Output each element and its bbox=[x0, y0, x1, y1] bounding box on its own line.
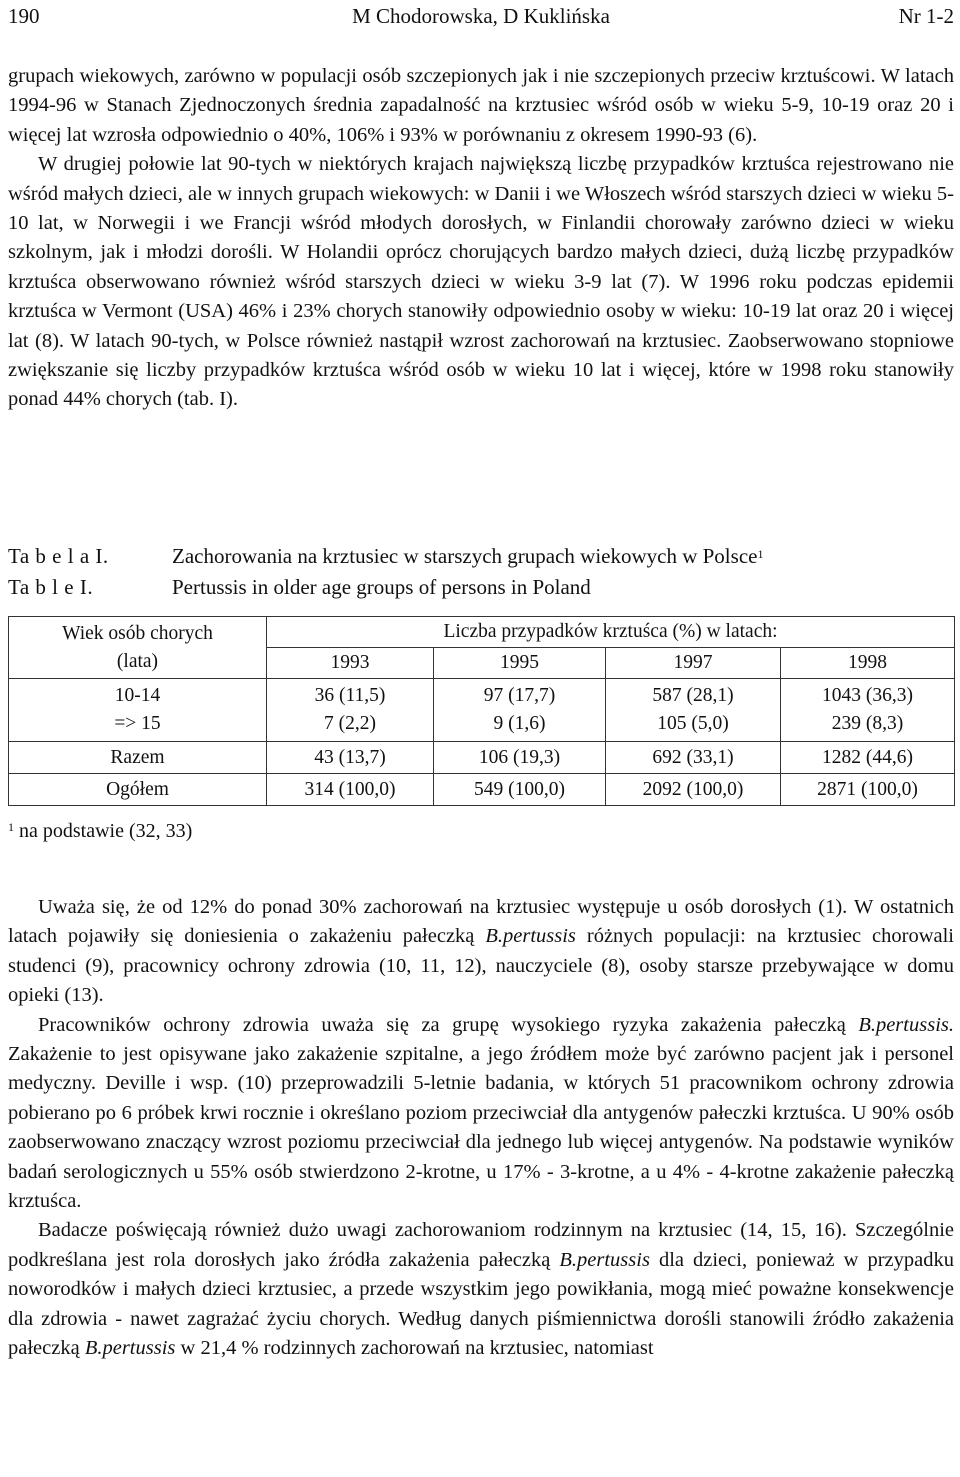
value: 9 (1,6) bbox=[493, 713, 546, 734]
table-label: Ta b e l a I. bbox=[8, 544, 109, 568]
value: 105 (5,0) bbox=[657, 713, 729, 734]
body-text-top bbox=[8, 62, 954, 415]
table-title: Pertussis in older age groups of persons in Poland bbox=[172, 575, 591, 599]
issue-number: Nr 1-2 bbox=[898, 4, 954, 28]
table-cell: 2871 (100,0) bbox=[781, 774, 955, 806]
table-footnote bbox=[8, 818, 192, 844]
text-run: Badacze poświęcają również dużo uwagi zachorowaniom rodzinnym na krztusiec (14, 15, 16). Szczególnie podkreślana jest rola dorosłych jako źródła zakażenia pałeczką bbox=[8, 1219, 954, 1271]
paragraph: grupach wiekowych, zarówno w populacji osób szczepionych jak i nie szczepionych przeciw krztuścowi. W latach 1994-96 w Stanach Zjednoczonych średnia zapadalność na krztusiec wśród osób w wieku 5-9, 10-19 oraz 20 i więcej lat wzrosła odpowiednio o 40%, 106% i 93% w porównaniu z okresem 1990-93 (6). bbox=[8, 65, 954, 146]
year-header: 1997 bbox=[606, 648, 781, 679]
data-table bbox=[8, 616, 955, 806]
table-cell: 1282 (44,6) bbox=[781, 742, 955, 774]
species-name: B.pertussis bbox=[559, 1248, 650, 1271]
table-label: Ta b l e I. bbox=[8, 575, 94, 599]
text-run: Zakażenie to jest opisywane jako zakażenie szpitalne, a jego źródłem może być zarówno pacjent jak i personel medyczny. Deville i wsp. (10) przeprowadzili 5-letnie badania, w których 51 pracownikom ochrony zdrowia pobierano po 6 próbek krwi rocznie i określano poziom przeciwciał dla antygenów pałeczki krztuśca. U 90% osób zaobserwowano znaczący wzrost poziomu przeciwciał dla jednego lub więcej antygenów. Na podstawie wyników badań serologicznych u 55% osób stwierdzono 2-krotne, u 17% - 3-krotne, a u 4% - 4-krotne zakażenie pałeczką krztuśca. bbox=[8, 1043, 954, 1213]
row-label: Ogółem bbox=[9, 774, 267, 806]
table-cell: 43 (13,7) bbox=[267, 742, 434, 774]
age-group-cell bbox=[9, 679, 267, 742]
species-name: B.pertussis bbox=[84, 1337, 176, 1360]
footnote-text: na podstawie (32, 33) bbox=[19, 820, 193, 842]
table-cell: 2092 (100,0) bbox=[606, 774, 781, 806]
table-cell: 106 (19,3) bbox=[434, 742, 606, 774]
table-cell: 692 (33,1) bbox=[606, 742, 781, 774]
text-run: różnych populacji: na krztusiec chorowali studenci (9), pracownicy ochrony zdrowia (10, 11, 12), nauczyciele (8), osoby starsze przebywające w domu opieki (13). bbox=[8, 925, 954, 1007]
species-name: B.pertussis bbox=[485, 925, 576, 948]
text-run: w 21,4 % rodzinnych zachorowań na krztusiec, natomiast bbox=[175, 1337, 654, 1360]
value: 7 (2,2) bbox=[324, 713, 376, 734]
table-caption-english bbox=[8, 574, 591, 601]
age-column-header bbox=[9, 617, 267, 679]
table-caption-polish bbox=[8, 543, 763, 570]
row-label: Razem bbox=[9, 742, 267, 774]
table-title: Zachorowania na krztusiec w starszych grupach wiekowych w Polsce bbox=[172, 544, 758, 568]
page-header bbox=[8, 2, 954, 30]
table-cell: 549 (100,0) bbox=[434, 774, 606, 806]
table-cell bbox=[434, 679, 606, 742]
year-header: 1998 bbox=[781, 648, 955, 679]
age-header-line1: Wiek osób chorych bbox=[62, 622, 213, 644]
footnote-marker: 1 bbox=[757, 547, 764, 561]
paragraph bbox=[8, 893, 954, 1011]
page-number: 190 bbox=[8, 4, 40, 28]
value: 239 (8,3) bbox=[831, 713, 904, 734]
cases-group-header: Liczba przypadków krztuśca (%) w latach: bbox=[267, 617, 955, 648]
value: 97 (17,7) bbox=[483, 685, 556, 706]
age-header-line2: (lata) bbox=[116, 650, 159, 672]
paragraph bbox=[8, 1216, 954, 1363]
paragraph bbox=[8, 1011, 954, 1217]
table-cell bbox=[606, 679, 781, 742]
species-name: B.pertussis. bbox=[858, 1013, 954, 1036]
paragraph: W drugiej połowie lat 90-tych w niektórych krajach największą liczbę przypadków krztuśca rejestrowano nie wśród małych dzieci, ale w innych grupach wiekowych: w Danii i we Włoszech wśród starszych dzieci w wieku 5-10 lat, w Norwegii i we Francji wśród młodych dorosłych, w Finlandii chorowały zarówno dzieci w wieku szkolnym, jak i młodzi dorośli. W Holandii oprócz chorujących bardzo małych dzieci, dużą liczbę przypadków krztuśca obserwowano również wśród starszych dzieci w wieku 3-9 lat (7). W 1996 roku podczas epidemii krztuśca w Vermont (USA) 46% i 23% chorych stanowiły odpowiednio osoby w wieku: 10-19 lat oraz 20 i więcej lat (8). W latach 90-tych, w Polsce również nastąpił wzrost zachorowań na krztusiec. Zaobserwowano stopniowe zwiększanie się liczby przypadków krztuśca wśród osób w wieku 10 lat i więcej, które w 1998 roku stanowiły ponad 44% chorych (tab. I). bbox=[8, 153, 954, 411]
table-cell bbox=[781, 679, 955, 742]
text-run: Uważa się, że od 12% do ponad 30% zachorowań na krztusiec występuje u osób dorosłych (1). W ostatnich latach pojawiły się doniesienia o zakażeniu pałeczką bbox=[8, 896, 954, 948]
footnote-marker: 1 bbox=[8, 820, 14, 834]
value: 1043 (36,3) bbox=[822, 685, 913, 706]
text-run: Pracowników ochrony zdrowia uważa się za grupę wysokiego ryzyka zakażenia pałeczką bbox=[38, 1013, 859, 1036]
value: 36 (11,5) bbox=[314, 685, 386, 706]
year-header: 1993 bbox=[267, 648, 434, 679]
table-cell: 314 (100,0) bbox=[267, 774, 434, 806]
text-run: dla dzieci, ponieważ w przypadku noworodków i małych dzieci krztusiec, a przede wszystkim jego powikłania, mogą mieć poważne konsekwencje dla zdrowia - nawet zagrażać życiu chorych. Według danych piśmiennictwa dorośli stanowili źródło zakażenia pałeczką bbox=[8, 1248, 955, 1360]
body-text-bottom bbox=[8, 893, 954, 1364]
running-title-authors: M Chodorowska, D Kuklińska bbox=[352, 4, 610, 28]
table-cell bbox=[267, 679, 434, 742]
value: 587 (28,1) bbox=[652, 685, 734, 706]
age-group: 10-14 bbox=[114, 685, 161, 706]
age-group: => 15 bbox=[114, 713, 161, 734]
year-header: 1995 bbox=[434, 648, 606, 679]
